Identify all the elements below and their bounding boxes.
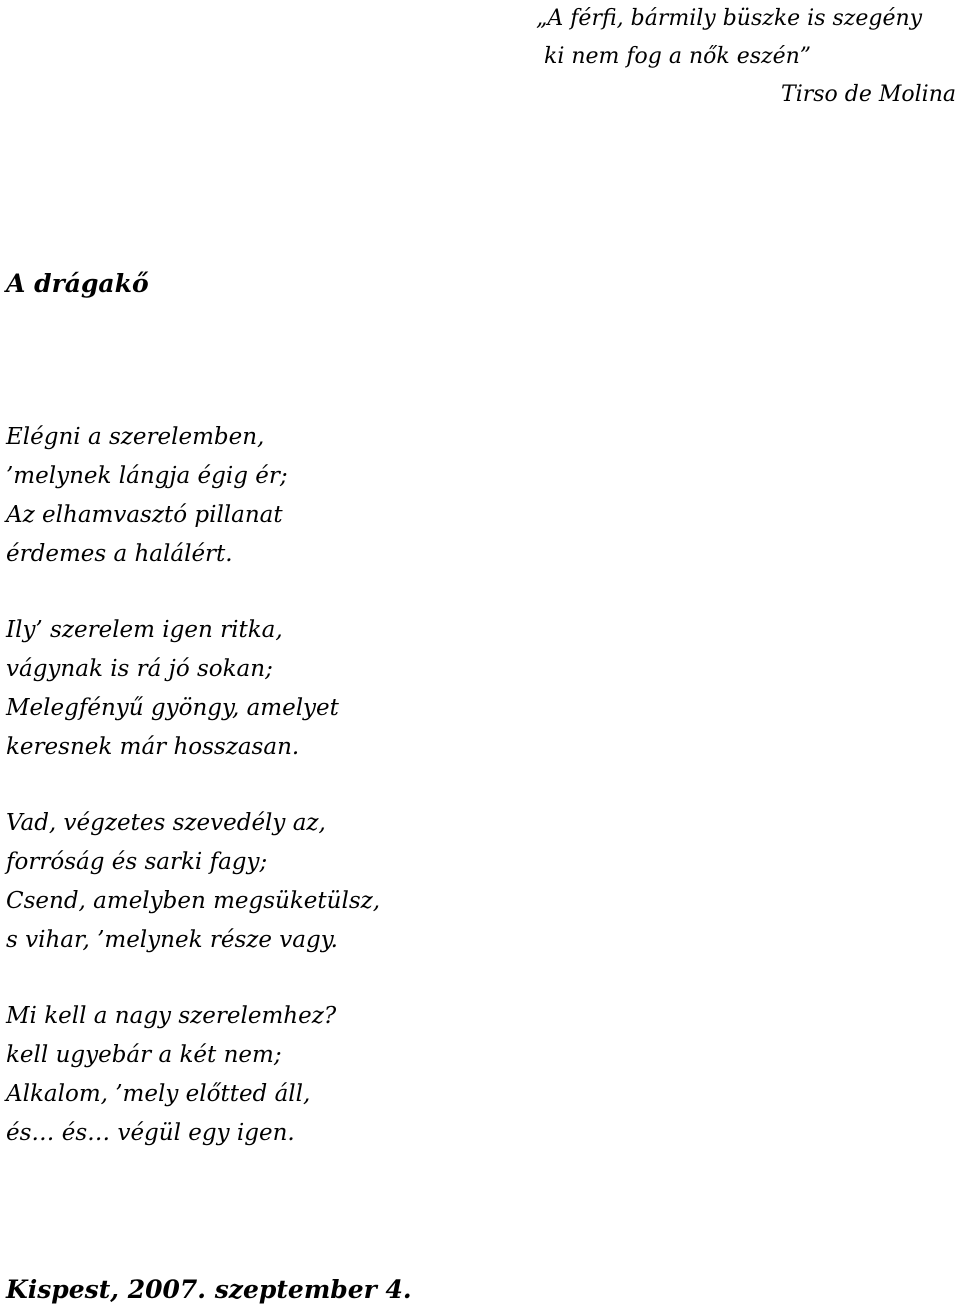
stanza-1 (6, 418, 706, 574)
poem-line: Csend, amelyben megsüketülsz, (6, 888, 381, 914)
poem-line: Alkalom, ’mely előtted áll, (6, 1081, 311, 1107)
poem-line: forróság és sarki fagy; (6, 849, 268, 875)
stanza-2 (6, 611, 706, 767)
poem-line: Melegfényű gyöngy, amelyet (6, 695, 339, 721)
epigraph-author: Tirso de Molina (781, 82, 956, 107)
epigraph-line-1: „A férfi, bármily büszke is szegény (536, 6, 923, 31)
poem-line: s vihar, ’melynek része vagy. (6, 927, 338, 953)
stanza-spacer (6, 960, 706, 997)
poem-line: Elégni a szerelemben, (6, 424, 265, 450)
poem-body (6, 418, 706, 1153)
stanza-spacer (6, 574, 706, 611)
poem-line: vágynak is rá jó sokan; (6, 656, 273, 682)
poem-line: ’melynek lángja égig ér; (6, 463, 288, 489)
place-and-date: Kispest, 2007. szeptember 4. (6, 1275, 412, 1304)
poem-title: A drágakő (6, 269, 149, 298)
poem-line: és… és… végül egy igen. (6, 1120, 295, 1146)
poem-line: kell ugyebár a két nem; (6, 1042, 282, 1068)
stanza-3 (6, 804, 706, 960)
poem-line: Ily’ szerelem igen ritka, (6, 617, 283, 643)
epigraph (536, 0, 956, 114)
poem-line: érdemes a halálért. (6, 541, 233, 567)
poem-line: Az elhamvasztó pillanat (6, 502, 283, 528)
epigraph-line-2: ki nem fog a nők eszén” (544, 44, 812, 69)
poem-line: Mi kell a nagy szerelemhez? (6, 1003, 337, 1029)
poem-line: keresnek már hosszasan. (6, 734, 300, 760)
stanza-4 (6, 997, 706, 1153)
poem-line: Vad, végzetes szevedély az, (6, 810, 326, 836)
stanza-spacer (6, 767, 706, 804)
